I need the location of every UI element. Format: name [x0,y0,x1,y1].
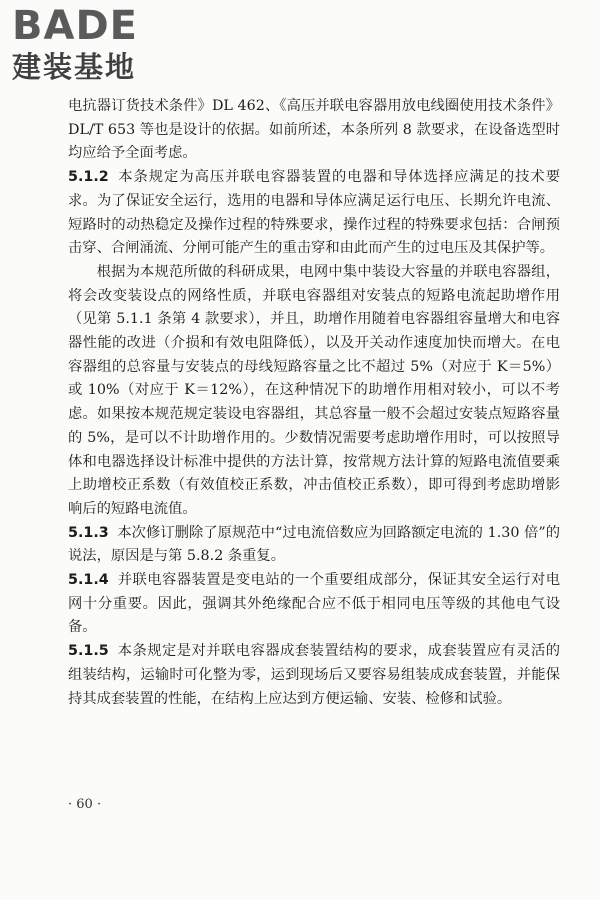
paragraph [68,166,560,261]
paragraph-text: 并联电容器装置是变电站的一个重要组成部分，保证其安全运行对电网十分重要。因此，强调其外绝缘配合应不低于相同电压等级的其他电气设备。 [68,572,560,636]
logo-text: BADE [12,3,138,49]
paragraph [68,522,560,569]
paragraph-text: 电抗器订货技术条件》DL 462、《高压并联电容器用放电线圈使用技术条件》DL/T 653 等也是设计的依据。如前所述，本条所列 8 款要求，在设备选型时均应给予全面考虑。 [68,98,560,162]
section-number: 5.1.4 [68,572,109,589]
section-number: 5.1.5 [68,643,109,660]
section-number: 5.1.2 [68,169,109,186]
document-body [68,95,560,711]
paragraph [68,569,560,640]
paragraph-text: 本次修订删除了原规范中“过电流倍数应为回路额定电流的 1.30 倍”的说法，原因是与第 5.8.2 条重复。 [68,524,560,565]
paragraph-text: 本条规定是对并联电容器成套装置结构的要求，成套装置应有灵活的组装结构，运输时可化整为零，运到现场后又要容易组装成成套装置，并能保持其成套装置的性能，在结构上应达到方便运输、安装、检修和试验。 [68,643,560,707]
logo-subtitle: 建装基地 [12,50,137,84]
paragraph [68,640,560,711]
bade-logo [12,4,177,86]
paragraph-text: 本条规定为高压并联电容器装置的电器和导体选择应满足的技术要求。为了保证安全运行，选用的电器和导体应满足运行电压、长期允许电流、短路时的动热稳定及操作过程的特殊要求，操作过程的特殊要求包括：合闸预击穿、合闸涌流、分闸可能产生的重击穿和由此而产生的过电压及其保护等。 [68,169,560,257]
section-number: 5.1.3 [68,524,109,541]
paragraph [68,95,560,166]
paragraph [68,261,560,522]
paragraph-text: 根据为本规范所做的科研成果，电网中集中装设大容量的并联电容器组，将会改变装设点的网络性质，并联电容器组对安装点的短路电流起助增作用（见第 5.1.1 条第 4 款要求），并且，助增作用随着电容器组容量增大和电容器性能的改进（介损和有效电阻降低），以及开关动作速度加快而增大。在电容器组的总容量与安装点的母线短路容量之比不超过 5%（对应于 K＝5%）或 10%（对应于 K＝12%），在这种情况下的助增作用相对较小，可以不考虑。如果按本规范规定装设电容器组，其总容量一般不会超过安装点短路容量的 5%，是可以不计助增作用的。少数情况需要考虑助增作用时，可以按照导体和电器选择设计标准中提供的方法计算，按常规方法计算的短路电流值要乘上助增校正系数（有效值校正系数，冲击值校正系数），即可得到考虑助增影响后的短路电流值。 [68,263,560,517]
page-number: · 60 · [68,797,102,812]
